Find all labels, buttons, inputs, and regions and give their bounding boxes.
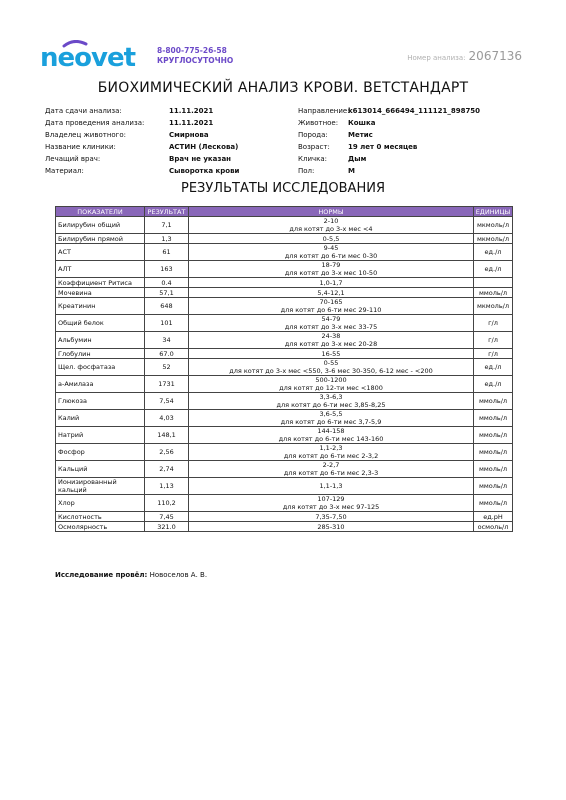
info-label: Лечащий врач: xyxy=(45,154,101,163)
norm-cell xyxy=(189,288,474,298)
norm-value: 0-5,5 xyxy=(322,234,340,243)
norm-value: 70-165 xyxy=(319,298,343,306)
info-left xyxy=(45,106,239,177)
indicator-cell: Коэффициент Ритиса xyxy=(56,278,145,288)
info-row xyxy=(298,106,480,118)
unit-cell: ммоль/л xyxy=(474,410,513,427)
unit-cell xyxy=(474,278,513,288)
info-value: 11.11.2021 xyxy=(169,107,214,115)
table-row xyxy=(56,244,513,261)
norm-cell xyxy=(189,461,474,478)
hours-label: КРУГЛОСУТОЧНО xyxy=(157,56,234,65)
analysis-number xyxy=(407,49,522,63)
result-cell: 61 xyxy=(145,244,189,261)
result-cell: 7,54 xyxy=(145,393,189,410)
norm-cell xyxy=(189,376,474,393)
info-row xyxy=(45,166,239,178)
norm-value: 1,1-2,3 xyxy=(319,444,343,452)
table-row xyxy=(56,410,513,427)
table-row xyxy=(56,217,513,234)
norm-cell xyxy=(189,315,474,332)
result-cell: 321.0 xyxy=(145,522,189,532)
table-row xyxy=(56,495,513,512)
info-row xyxy=(298,142,480,154)
table-row xyxy=(56,332,513,349)
result-cell: 0.4 xyxy=(145,278,189,288)
page-title: БИОХИМИЧЕСКИЙ АНАЛИЗ КРОВИ. ВЕТСТАНДАРТ xyxy=(97,80,469,96)
info-label: Владелец животного: xyxy=(45,130,127,139)
norm-cell xyxy=(189,444,474,461)
phone-block xyxy=(157,46,233,66)
info-label: Возраст: xyxy=(298,142,330,151)
unit-cell: г/л xyxy=(474,332,513,349)
unit-cell: мкмоль/л xyxy=(474,298,513,315)
indicator-cell: Мочевина xyxy=(56,288,145,298)
norm-value: 144-158 xyxy=(317,427,345,435)
info-row xyxy=(298,154,480,166)
norm-note: для котят до 6-ти мес 3,7-5,9 xyxy=(280,418,382,426)
norm-note: для котят до 3-х мес 33-75 xyxy=(284,323,378,331)
analysis-number-label: Номер анализа: xyxy=(407,54,466,62)
norm-note: для котят до 12-ти мес <1800 xyxy=(279,384,383,392)
info-value: М xyxy=(348,166,355,175)
indicator-cell: АСТ xyxy=(56,244,145,261)
info-row xyxy=(45,154,239,166)
table-row xyxy=(56,427,513,444)
norm-cell xyxy=(189,359,474,376)
norm-value: 7,35-7,50 xyxy=(315,512,347,521)
unit-cell: ед./л xyxy=(474,376,513,393)
norm-value: 2-2,7 xyxy=(322,461,340,469)
info-row xyxy=(298,118,480,130)
norm-cell xyxy=(189,495,474,512)
info-row xyxy=(45,106,239,118)
table-row xyxy=(56,261,513,278)
norm-note: для котят до 3-х мес <4 xyxy=(289,225,373,233)
info-value: k613014_666494_111121_898750 xyxy=(348,107,481,115)
indicator-cell: Хлор xyxy=(56,495,145,512)
indicator-cell: Глобулин xyxy=(56,349,145,359)
norm-note: для котят до 6-ти мес 143-160 xyxy=(278,435,384,443)
unit-cell: ммоль/л xyxy=(474,393,513,410)
norm-note: для котят до 3-х мес 97-125 xyxy=(282,503,380,511)
info-value: Дым xyxy=(348,154,367,163)
result-cell: 34 xyxy=(145,332,189,349)
norm-value: 9-45 xyxy=(323,244,339,252)
norm-value: 16-55 xyxy=(321,349,341,358)
norm-cell xyxy=(189,393,474,410)
info-label: Порода: xyxy=(298,130,328,139)
norm-note: для котят до 3-х мес 10-50 xyxy=(284,269,378,277)
result-cell: 1,13 xyxy=(145,478,189,495)
result-cell: 2,74 xyxy=(145,461,189,478)
norm-cell xyxy=(189,261,474,278)
norm-value: 0-55 xyxy=(323,359,339,367)
norm-cell xyxy=(189,217,474,234)
result-cell: 2,56 xyxy=(145,444,189,461)
footer xyxy=(55,571,207,579)
norm-note: для котят до 6-ти мес 2-3,2 xyxy=(283,452,379,460)
info-right xyxy=(298,106,480,177)
info-value: АСТИН (Лескова) xyxy=(169,142,239,151)
info-value: 11.11.2021 xyxy=(169,118,214,127)
analysis-number-value: 2067136 xyxy=(468,49,522,63)
info-label: Название клиники: xyxy=(45,142,116,151)
norm-value: 3,3-6,3 xyxy=(319,393,343,401)
header-unit: ЕДИНИЦЫ xyxy=(474,207,513,217)
table-row xyxy=(56,376,513,393)
norm-cell xyxy=(189,410,474,427)
result-cell: 67.0 xyxy=(145,349,189,359)
table-row xyxy=(56,512,513,522)
norm-value: 54-79 xyxy=(321,315,341,323)
norm-cell xyxy=(189,478,474,495)
unit-cell: ммоль/л xyxy=(474,444,513,461)
norm-value: 5,4-12,1 xyxy=(317,288,345,297)
unit-cell: ед.pH xyxy=(474,512,513,522)
result-cell: 648 xyxy=(145,298,189,315)
info-row xyxy=(298,166,480,178)
info-label: Направление: xyxy=(298,107,350,115)
table-row xyxy=(56,522,513,532)
norm-cell xyxy=(189,522,474,532)
norm-cell xyxy=(189,244,474,261)
norm-note: для котят до 6-ти мес 0-30 xyxy=(284,252,378,260)
table-row xyxy=(56,461,513,478)
result-cell: 7,1 xyxy=(145,217,189,234)
norm-value: 107-129 xyxy=(317,495,345,503)
norm-value: 2-10 xyxy=(323,217,339,225)
table-row xyxy=(56,315,513,332)
indicator-cell: Щел. фосфатаза xyxy=(56,359,145,376)
table-row xyxy=(56,234,513,244)
indicator-cell: Кислотность xyxy=(56,512,145,522)
unit-cell: ед./л xyxy=(474,359,513,376)
norm-note: для котят до 6-ти мес 29-110 xyxy=(280,306,382,314)
info-label: Материал: xyxy=(45,166,84,175)
norm-cell xyxy=(189,332,474,349)
norm-note: для котят до 3-х мес 20-28 xyxy=(284,340,378,348)
info-label: Дата сдачи анализа: xyxy=(45,107,122,115)
table-row xyxy=(56,298,513,315)
table-row xyxy=(56,444,513,461)
result-cell: 57,1 xyxy=(145,288,189,298)
result-cell: 148,1 xyxy=(145,427,189,444)
table-row xyxy=(56,393,513,410)
norm-value: 1,0-1,7 xyxy=(319,278,343,287)
norm-cell xyxy=(189,278,474,288)
norm-cell xyxy=(189,349,474,359)
header-indicator: ПОКАЗАТЕЛИ xyxy=(56,207,145,217)
info-value: Сыворотка крови xyxy=(169,166,240,175)
result-cell: 4,03 xyxy=(145,410,189,427)
result-cell: 110,2 xyxy=(145,495,189,512)
norm-cell xyxy=(189,298,474,315)
indicator-cell: Креатинин xyxy=(56,298,145,315)
indicator-cell: Билирубин общий xyxy=(56,217,145,234)
results-table xyxy=(55,206,513,532)
unit-cell: ммоль/л xyxy=(474,427,513,444)
indicator-cell: Общий белок xyxy=(56,315,145,332)
unit-cell: ммоль/л xyxy=(474,461,513,478)
footer-value: Новоселов А. В. xyxy=(149,571,208,579)
table-header-row xyxy=(56,207,513,217)
result-cell: 52 xyxy=(145,359,189,376)
info-value: Кошка xyxy=(348,118,376,127)
table-row xyxy=(56,359,513,376)
indicator-cell: Осмолярность xyxy=(56,522,145,532)
norm-cell xyxy=(189,234,474,244)
unit-cell: ед./л xyxy=(474,244,513,261)
info-value: 19 лет 0 месяцев xyxy=(348,142,418,151)
indicator-cell: Билирубин прямой xyxy=(56,234,145,244)
unit-cell: ммоль/л xyxy=(474,495,513,512)
info-label: Дата проведения анализа: xyxy=(45,118,145,127)
result-cell: 1,3 xyxy=(145,234,189,244)
unit-cell: осмоль/л xyxy=(474,522,513,532)
svg-text:neovet: neovet xyxy=(40,43,136,72)
indicator-cell: а-Амилаза xyxy=(56,376,145,393)
unit-cell: ммоль/л xyxy=(474,478,513,495)
norm-note: для котят до 6-ти мес 3,85-8,25 xyxy=(276,401,386,409)
info-value: Смирнова xyxy=(169,130,209,139)
indicator-cell: Фосфор xyxy=(56,444,145,461)
norm-value: 18-79 xyxy=(321,261,341,269)
unit-cell: г/л xyxy=(474,349,513,359)
indicator-cell: Кальций xyxy=(56,461,145,478)
norm-value: 500-1200 xyxy=(315,376,347,384)
indicator-cell: Ионизированный кальций xyxy=(56,478,145,495)
norm-value: 285-310 xyxy=(317,522,345,531)
indicator-cell: АЛТ xyxy=(56,261,145,278)
norm-cell xyxy=(189,427,474,444)
table-row xyxy=(56,349,513,359)
table-row xyxy=(56,288,513,298)
phone-number[interactable]: 8-800-775-26-58 xyxy=(157,46,227,55)
info-label: Кличка: xyxy=(298,154,328,163)
footer-label: Исследование провёл: xyxy=(55,571,148,579)
table-row xyxy=(56,278,513,288)
info-row xyxy=(45,118,239,130)
indicator-cell: Глюкоза xyxy=(56,393,145,410)
result-cell: 101 xyxy=(145,315,189,332)
info-row xyxy=(298,130,480,142)
norm-value: 3,6-5,5 xyxy=(319,410,343,418)
info-value: Метис xyxy=(348,130,373,139)
info-value: Врач не указан xyxy=(169,154,231,163)
norm-note: для котят до 6-ти мес 2,3-3 xyxy=(283,469,379,477)
header-result: РЕЗУЛЬТАТ xyxy=(145,207,189,217)
info-label: Животное: xyxy=(298,118,339,127)
neovet-logo xyxy=(40,40,150,72)
norm-note: для котят до 3-х мес <550, 3-6 мес 30-350, 6-12 мес - <200 xyxy=(229,367,433,375)
norm-value: 24-38 xyxy=(321,332,341,340)
table-row xyxy=(56,478,513,495)
unit-cell: мкмоль/л xyxy=(474,234,513,244)
result-cell: 1731 xyxy=(145,376,189,393)
info-row xyxy=(45,142,239,154)
results-title: РЕЗУЛЬТАТЫ ИССЛЕДОВАНИЯ xyxy=(181,181,385,196)
info-label: Пол: xyxy=(298,166,315,175)
norm-value: 1,1-1,3 xyxy=(319,482,343,490)
header-norm: НОРМЫ xyxy=(189,207,474,217)
norm-cell xyxy=(189,512,474,522)
indicator-cell: Альбумин xyxy=(56,332,145,349)
unit-cell: ед./л xyxy=(474,261,513,278)
result-cell: 7,45 xyxy=(145,512,189,522)
indicator-cell: Калий xyxy=(56,410,145,427)
info-row xyxy=(45,130,239,142)
unit-cell: г/л xyxy=(474,315,513,332)
unit-cell: мкмоль/л xyxy=(474,217,513,234)
indicator-cell: Натрий xyxy=(56,427,145,444)
unit-cell: ммоль/л xyxy=(474,288,513,298)
result-cell: 163 xyxy=(145,261,189,278)
